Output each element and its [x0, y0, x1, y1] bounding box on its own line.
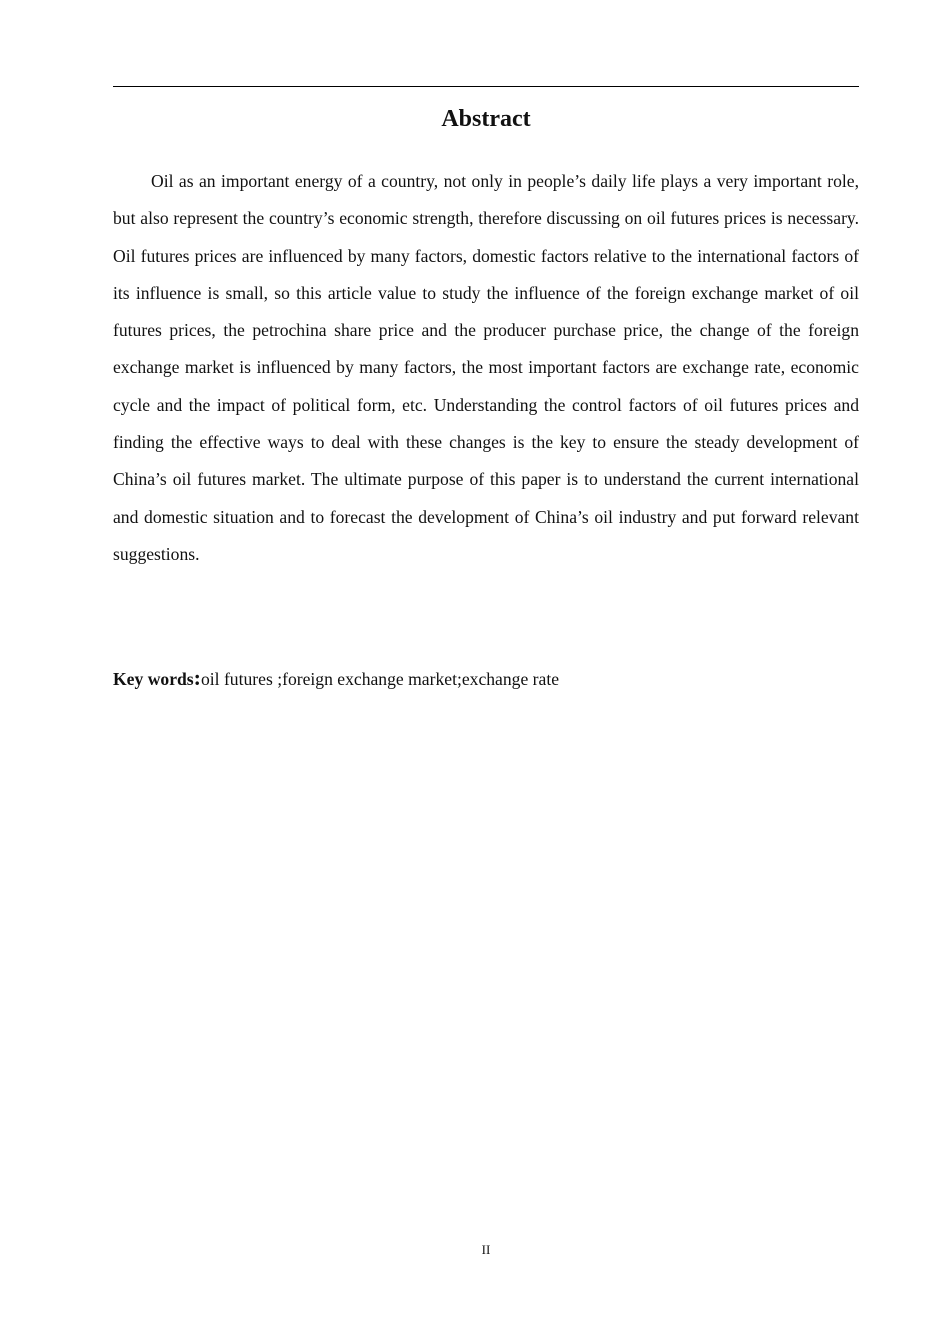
keywords-text: oil futures ;foreign exchange market;exchange rate	[200, 669, 560, 689]
keywords-label: Key words	[113, 669, 194, 689]
page-number: II	[481, 1242, 491, 1257]
keywords-colon: :	[193, 665, 201, 690]
abstract-title: Abstract	[441, 106, 531, 132]
keywords-line	[113, 663, 859, 694]
header-rule	[113, 86, 859, 87]
abstract-paragraph: Oil as an important energy of a country, not only in people’s daily life plays a very important role, but also represent the country’s economic strength, therefore discussing on oil futures prices is necessary. Oil futures prices are influenced by many factors, domestic factors relative to the international factors of its influence is small, so this article value to study the influence of the foreign exchange market of oil futures prices, the petrochina share price and the producer purchase price, the change of the foreign exchange market is influenced by many factors, the most important factors are exchange rate, economic cycle and the impact of political form, etc. Understanding the control factors of oil futures prices and finding the effective ways to deal with these changes is the key to ensure the steady development of China’s oil futures market. The ultimate purpose of this paper is to understand the current international and domestic situation and to forecast the development of China’s oil industry and put forward relevant suggestions.	[113, 171, 859, 564]
